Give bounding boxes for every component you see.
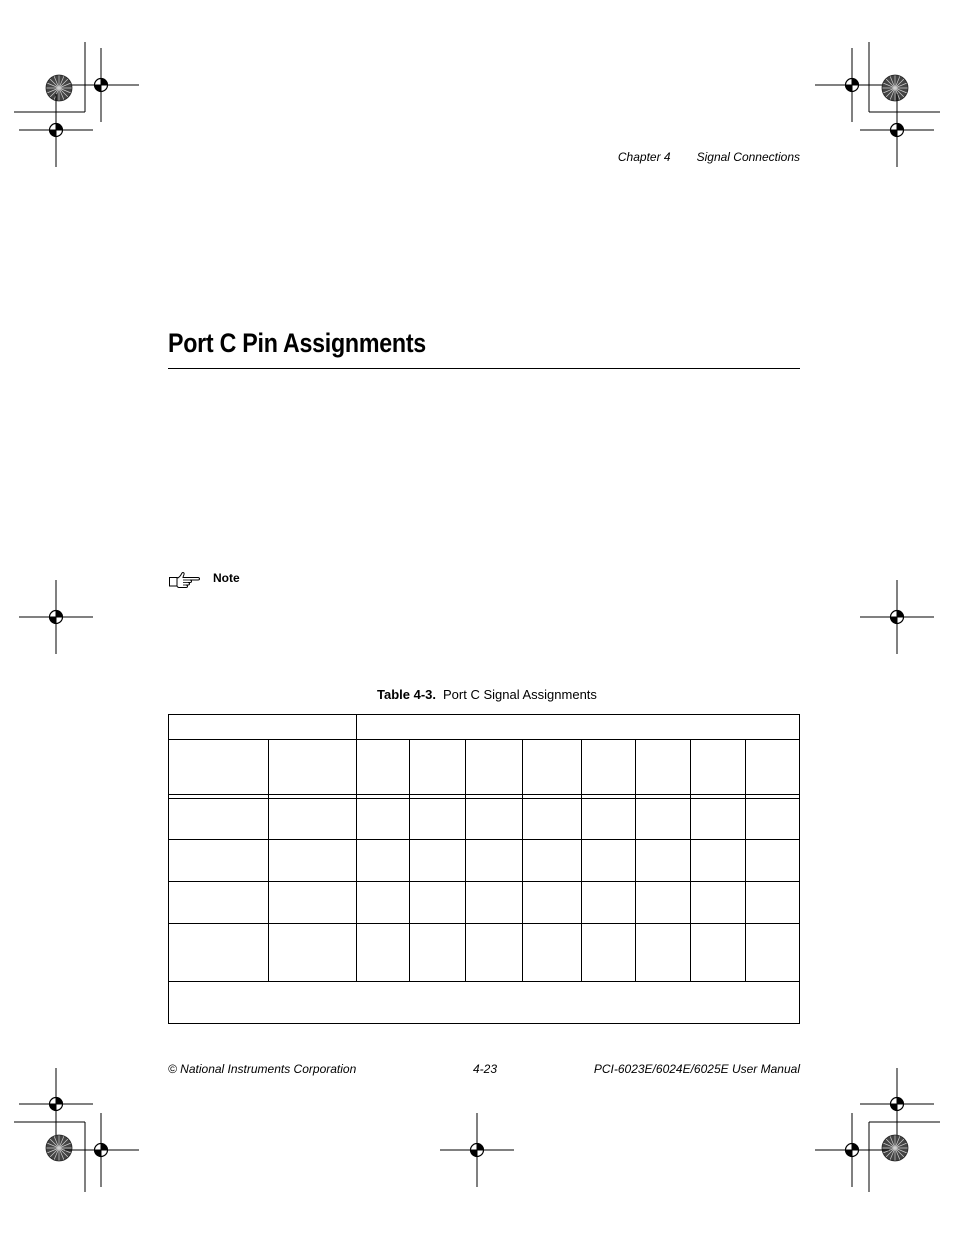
running-header <box>618 150 800 164</box>
heading-rule <box>168 368 800 369</box>
header-section: Signal Connections <box>696 150 800 164</box>
page-title: Port C Pin Assignments <box>168 328 426 358</box>
pointing-hand-icon <box>168 570 204 590</box>
footer-manual-title: PCI-6023E/6024E/6025E User Manual <box>593 1062 800 1076</box>
table-caption <box>377 687 597 702</box>
footer-copyright: © National Instruments Corporation <box>168 1062 357 1076</box>
port-c-signal-table <box>168 714 800 1024</box>
table-caption-title: Port C Signal Assignments <box>443 687 597 702</box>
page-number: 4-23 <box>473 1062 498 1076</box>
header-chapter: Chapter 4 <box>617 150 671 164</box>
note-label: Note <box>213 571 240 585</box>
table-caption-number: Table 4-3. <box>377 687 437 702</box>
